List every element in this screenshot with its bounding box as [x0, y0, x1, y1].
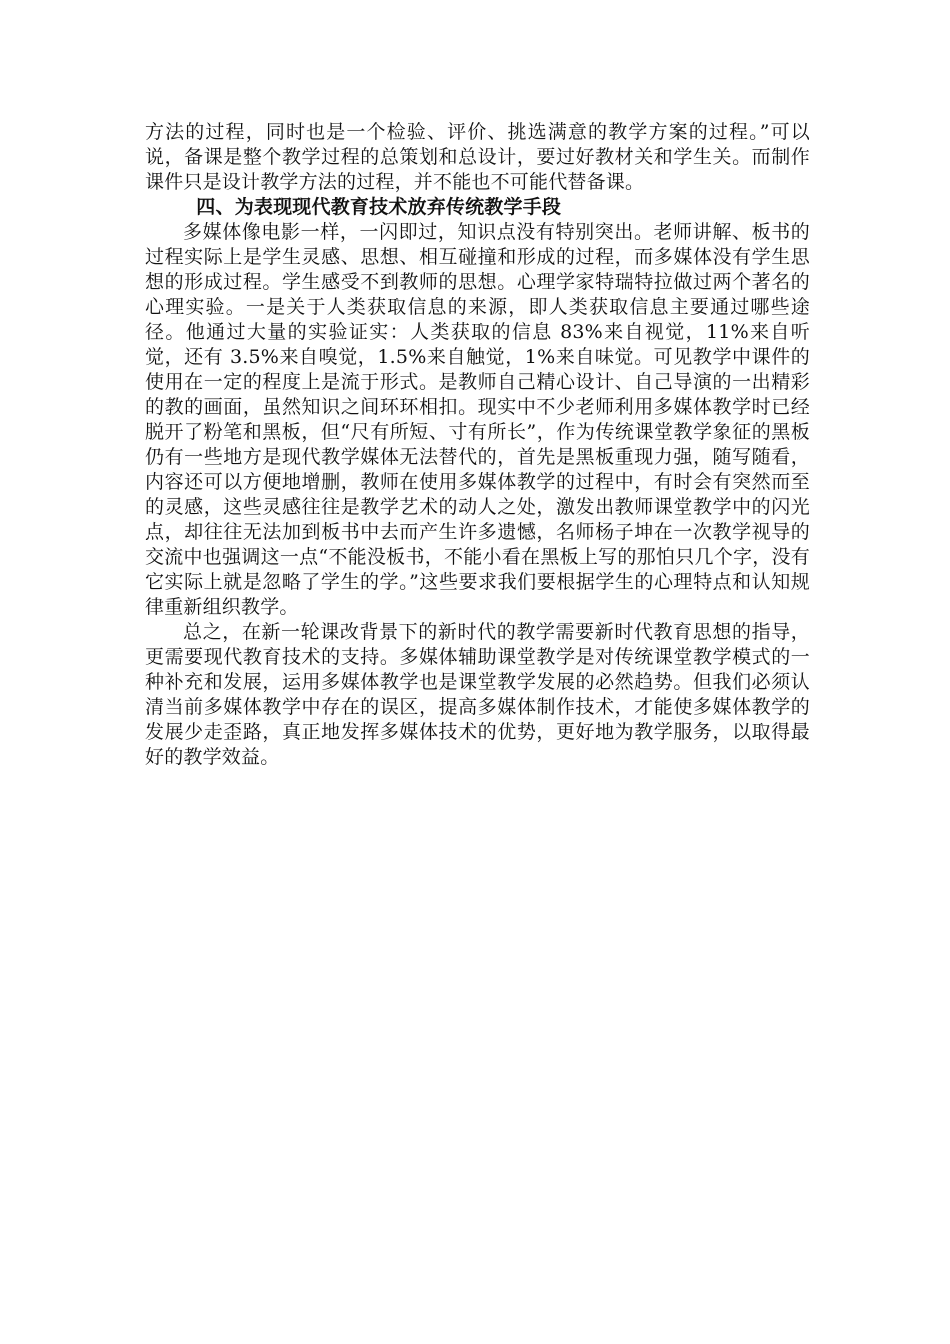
paragraph-body: 多媒体像电影一样，一闪即过，知识点没有特别突出。老师讲解、板书的过程实际上是学生灵感、思想、相互碰撞和形成的过程，而多媒体没有学生思想的形成过程。学生感受不到教师的思想。心理学家特瑞特拉做过两个著名的心理实验。一是关于人类获取信息的来源，即人类获取信息主要通过哪些途径。他通过大量的实验证实：人类获取的信息 83%来自视觉，11%来自听觉，还有 3.5%来自嗅觉，1.5%来自触觉，1%来自味觉。可见教学中课件的使用在一定的程度上是流于形式。是教师自己精心设计、自己导演的一出精彩的教的画面，虽然知识之间环环相扣。现实中不少老师利用多媒体教学时已经脱开了粉笔和黑板，但“尺有所短、寸有所长”，作为传统课堂教学象征的黑板仍有一些地方是现代教学媒体无法替代的，首先是黑板重现力强，随写随看，内容还可以方便地增删，教师在使用多媒体教学的过程中，有时会有突然而至的灵感，这些灵感往往是教学艺术的动人之处，激发出教师课堂教学中的闪光点，却往往无法加到板书中去而产生许多遗憾，名师杨子坤在一次教学视导的交流中也强调这一点“不能没板书，不能小看在黑板上写的那怕只几个字，没有它实际上就是忽略了学生的学。”这些要求我们要根据学生的心理特点和认知规律重新组织教学。 — [145, 221, 810, 618]
section-heading: 四、为表现现代教育技术放弃传统教学手段 — [196, 196, 562, 218]
document-body — [145, 120, 810, 770]
paragraph-continuation: 方法的过程，同时也是一个检验、评价、挑选满意的教学方案的过程。”可以说，备课是整个教学过程的总策划和总设计，要过好教材关和学生关。而制作课件只是设计教学方法的过程，并不能也不可能代替备课。 — [145, 121, 810, 193]
paragraph-conclusion: 总之，在新一轮课改背景下的新时代的教学需要新时代教育思想的指导，更需要现代教育技术的支持。多媒体辅助课堂教学是对传统课堂教学模式的一种补充和发展，运用多媒体教学也是课堂教学发展的必然趋势。但我们必须认清当前多媒体教学中存在的误区，提高多媒体制作技术，才能使多媒体教学的发展少走歪路，真正地发挥多媒体技术的优势，更好地为教学服务，以取得最好的教学效益。 — [145, 621, 810, 768]
